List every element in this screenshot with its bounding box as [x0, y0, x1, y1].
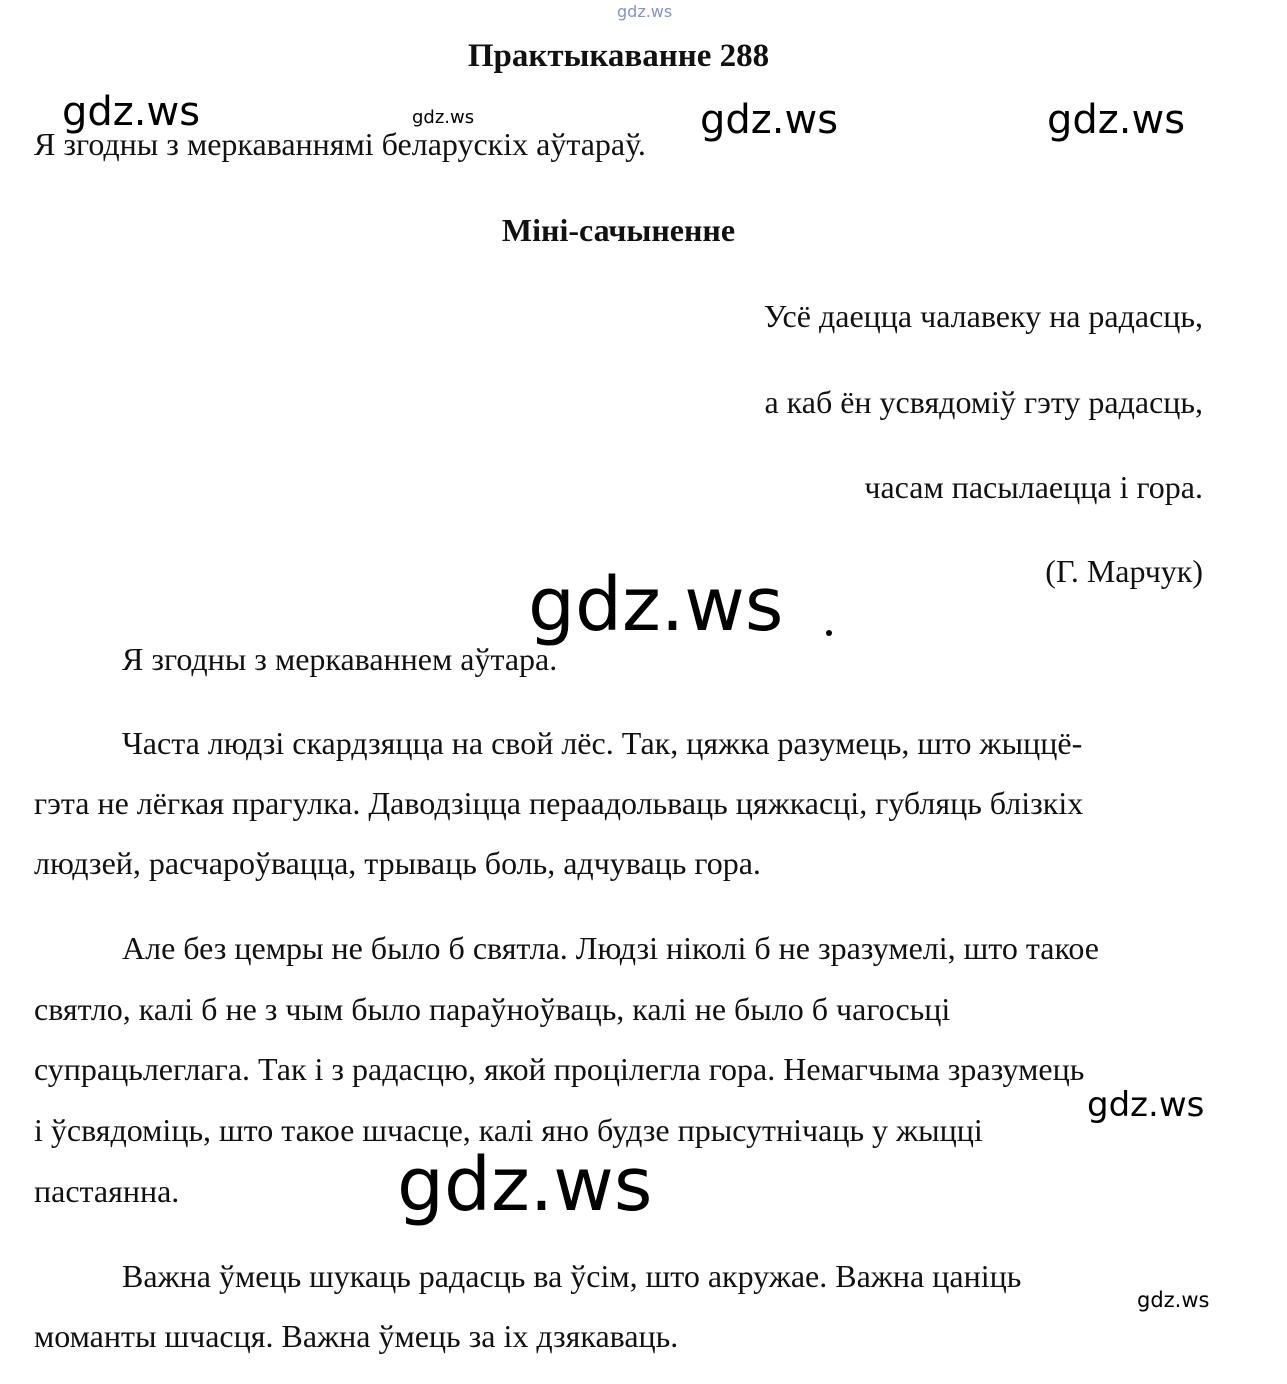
- body-line: Але без цемры не было б святла. Людзі ніколі б не зразумелі, што такое: [122, 930, 1099, 966]
- page-title: Практыкаванне 288: [467, 38, 770, 74]
- epigraph-line: а каб ён усвядоміў гэту радасць,: [764, 384, 1203, 420]
- body-line: Важна ўмець шукаць радасць ва ўсім, што акружае. Важна цаніць: [122, 1258, 1022, 1294]
- body-line: моманты шчасця. Важна ўмець за іх дзякаваць.: [34, 1318, 679, 1354]
- epigraph-line: Усё даецца чалавеку на радасць,: [763, 298, 1203, 334]
- watermark-top: gdz.ws: [617, 2, 673, 21]
- essay-subtitle: Міні-сачыненне: [501, 212, 736, 248]
- body-line: Часта людзі скардзяцца на свой лёс. Так, цяжка разумець, што жыццё-: [122, 725, 1083, 761]
- watermark: gdz.ws: [700, 97, 839, 143]
- body-line: гэта не лёгкая прагулка. Даводзіцца пераадольваць цяжкасці, губляць блізкіх: [34, 785, 1084, 821]
- body-line: супрацьлеглага. Так і з радасцю, якой процілегла гора. Немагчыма зразумець: [34, 1051, 1085, 1087]
- body-line: святло, калі б не з чым было параўноўваць, калі не было б чагосьці: [34, 991, 951, 1027]
- watermark: gdz.ws: [62, 89, 201, 135]
- body-line: і ўсвядоміць, што такое шчасце, калі яно будзе прысутнічаць у жыцці: [34, 1112, 983, 1148]
- body-line: людзей, расчароўвацца, трываць боль, адчуваць гора.: [34, 845, 761, 881]
- watermark: gdz.ws: [397, 1142, 653, 1228]
- body-line: пастаянна.: [34, 1173, 180, 1209]
- watermark: gdz.ws: [1087, 1085, 1205, 1125]
- body-line: Я згодны з меркаваннем аўтара.: [122, 641, 558, 677]
- watermark: gdz.ws: [1047, 97, 1186, 143]
- epigraph-author: (Г. Марчук): [1045, 553, 1203, 589]
- epigraph-line: часам пасылаецца і гора.: [864, 469, 1203, 505]
- watermark: gdz.ws: [412, 107, 475, 128]
- intro-text: Я згодны з меркаваннямі беларускіх аўтараў.: [34, 126, 646, 162]
- watermark-dot: [826, 630, 832, 636]
- watermark: gdz.ws: [1137, 1288, 1210, 1312]
- watermark: gdz.ws: [528, 562, 784, 648]
